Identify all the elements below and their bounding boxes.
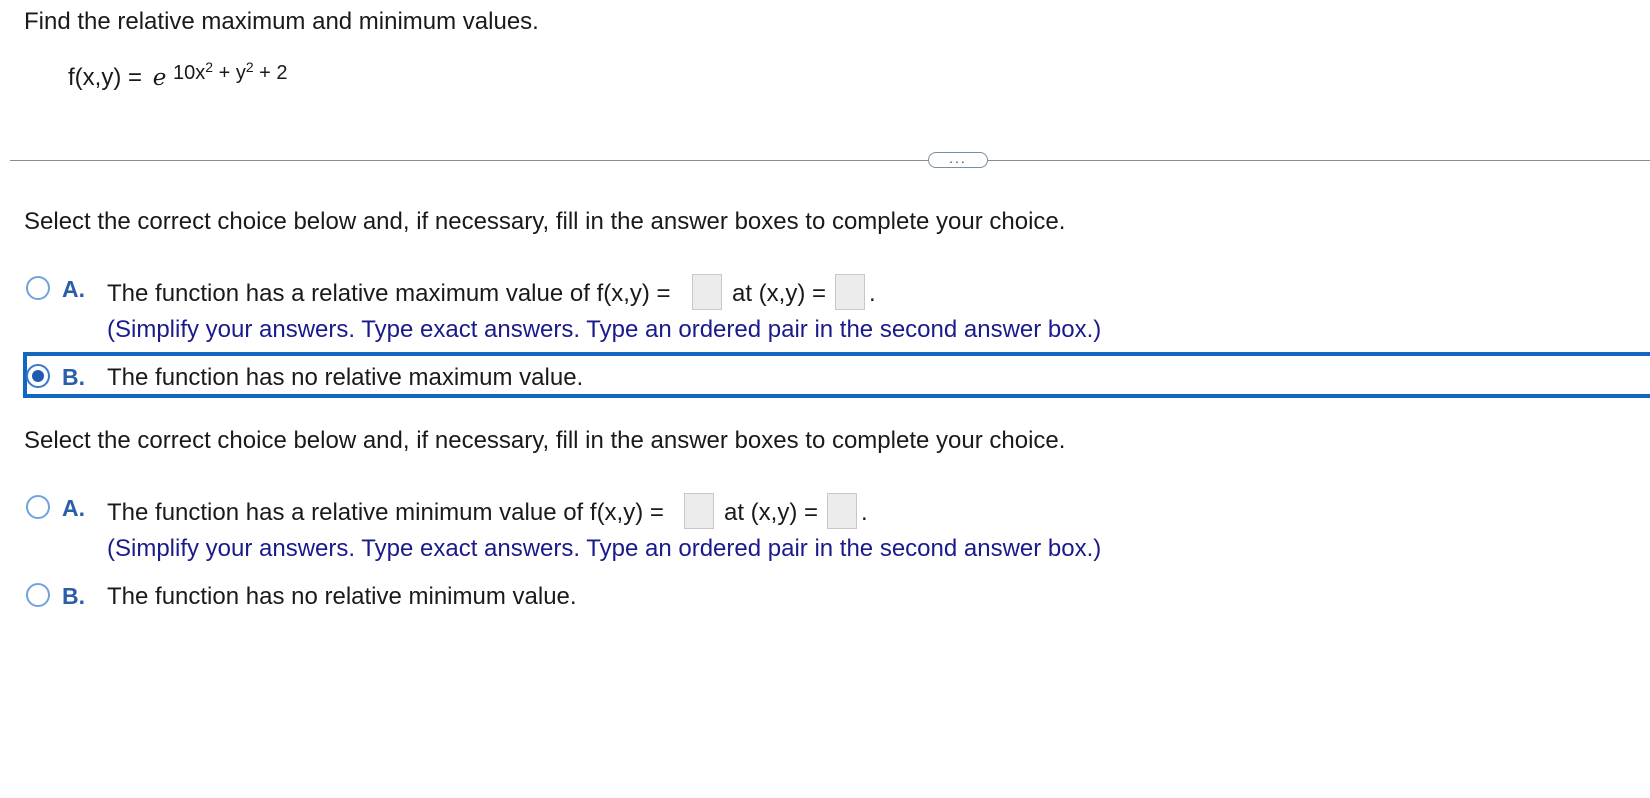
part1-option-a-period: .: [869, 280, 876, 307]
part1-option-b-text: The function has no relative maximum value.: [107, 364, 584, 391]
part1-option-b-letter: B.: [62, 364, 85, 390]
question-prompt: Find the relative maximum and minimum values.: [24, 8, 539, 35]
part1-option-a-text: The function has a relative maximum value of f(x,y) =: [107, 280, 671, 307]
function-formula: [68, 59, 288, 92]
exponent-term-const: + 2: [253, 62, 288, 84]
exponent-term-x: 10x: [172, 62, 206, 84]
formula-lhs: f(x,y) =: [68, 64, 143, 91]
part1-option-a-at-text: at (x,y) =: [732, 280, 827, 307]
section-divider: [10, 160, 1650, 161]
part2-option-a-hint: (Simplify your answers. Type exact answers. Type an ordered pair in the second answer box.): [107, 535, 1102, 562]
exponent-square-y: 2: [245, 59, 254, 75]
part1-instruction: Select the correct choice below and, if necessary, fill in the answer boxes to complete your choice.: [24, 208, 1066, 235]
exponent-square-x: 2: [205, 59, 214, 75]
part2-option-a-text: The function has a relative minimum value of f(x,y) =: [107, 499, 664, 526]
exponent-term-y: + y: [213, 62, 246, 84]
max-point-answer-box[interactable]: [835, 274, 865, 310]
min-value-answer-box[interactable]: [684, 493, 714, 529]
max-value-answer-box[interactable]: [692, 274, 722, 310]
part2-option-b-letter: B.: [62, 583, 85, 609]
part1-option-a-radio[interactable]: [26, 276, 50, 300]
formula-base: e: [152, 65, 167, 91]
part2-option-a-period: .: [861, 499, 868, 526]
part1-option-b-radio[interactable]: [26, 364, 50, 388]
formula-exponent: [172, 59, 288, 84]
more-button[interactable]: ...: [928, 152, 988, 168]
part2-option-a-radio[interactable]: [26, 495, 50, 519]
part1-option-a-hint: (Simplify your answers. Type exact answers. Type an ordered pair in the second answer box.): [107, 316, 1102, 343]
part1-option-a-letter: A.: [62, 276, 85, 302]
min-point-answer-box[interactable]: [827, 493, 857, 529]
part2-option-b-radio[interactable]: [26, 583, 50, 607]
part2-option-b-text: The function has no relative minimum value.: [107, 583, 577, 610]
part2-option-a-at-text: at (x,y) =: [724, 499, 819, 526]
part2-option-a-letter: A.: [62, 495, 85, 521]
part2-instruction: Select the correct choice below and, if necessary, fill in the answer boxes to complete your choice.: [24, 427, 1066, 454]
